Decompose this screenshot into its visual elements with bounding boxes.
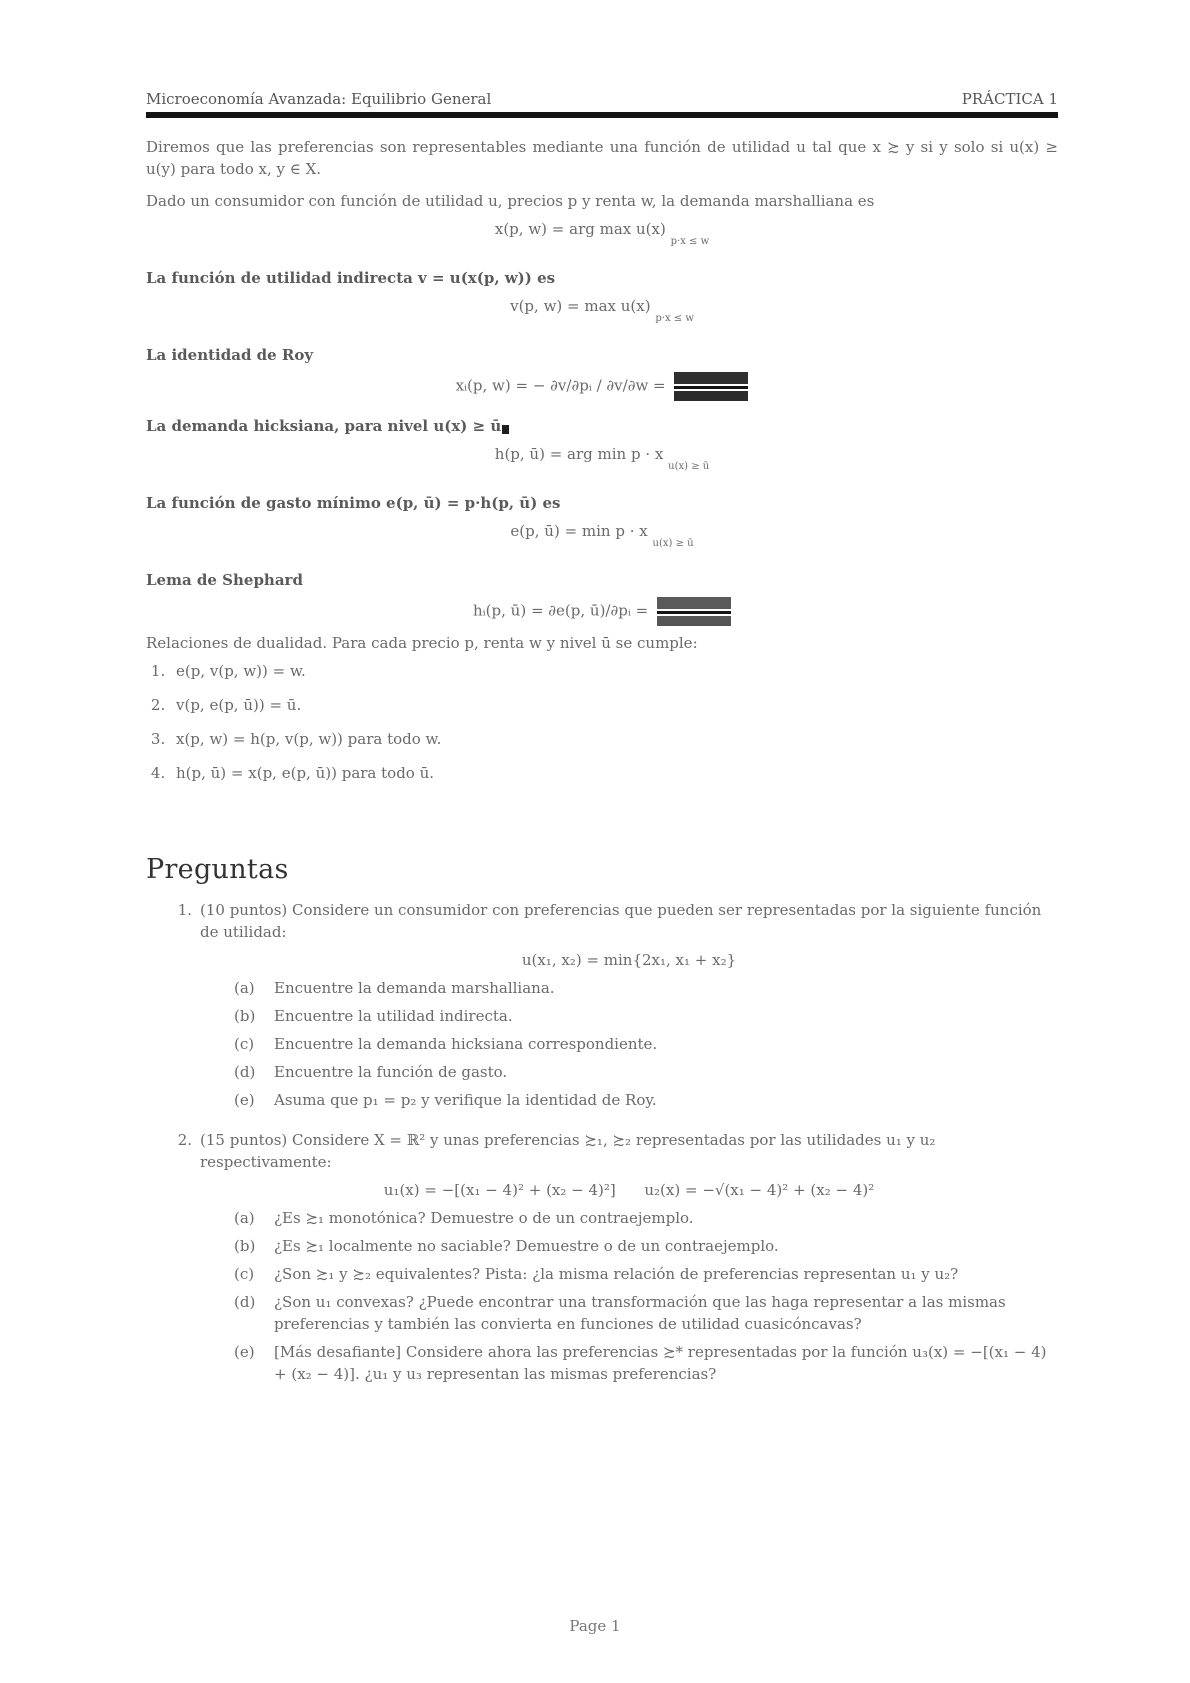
label-hicksian-demand: La demanda hicksiana, para nivel u(x) ≥ ū: [146, 415, 1058, 437]
intro-paragraph-2: Dado un consumidor con función de utilidad u, precios p y renta w, la demanda marshalliana es: [146, 192, 875, 210]
label-roy-identity: La identidad de Roy: [146, 346, 314, 364]
question-part: (e) [Más desafiante] Considere ahora las preferencias ≿* representadas por la función u₃(x) = −[(x₁ − 4) + (x₂ − 4)]. ¿u₁ y u₃ representan las mismas preferencias?: [234, 1343, 1047, 1383]
equation-expenditure-function: e(p, ū) = min p · x u(x) ≥ ū: [510, 522, 694, 549]
equation-roy-identity: xᵢ(p, w) = − ∂v/∂pᵢ / ∂v/∂w =: [146, 372, 1058, 401]
question-parts: [234, 1207, 1058, 1385]
label-expenditure-function: La función de gasto mínimo e(p, ū) = p·h(p, ū) es: [146, 494, 561, 512]
question-1: [146, 899, 1058, 1117]
duality-intro: Relaciones de dualidad. Para cada precio p, renta w y nivel ū se cumple:: [146, 634, 698, 652]
duality-item: 2. v(p, e(p, ū)) = ū.: [170, 694, 1058, 716]
question-number: 2.: [177, 1131, 192, 1149]
shephard-fraction: [657, 597, 731, 626]
question-part: (e) Asuma que p₁ = p₂ y verifique la identidad de Roy.: [234, 1091, 657, 1109]
equation-shephard-lemma: hᵢ(p, ū) = ∂e(p, ū)/∂pᵢ =: [146, 597, 1058, 626]
section-title: Preguntas: [146, 854, 289, 885]
question-part: (a) Encuentre la demanda marshalliana.: [234, 979, 555, 997]
question-text: (10 puntos) Considere un consumidor con preferencias que pueden ser representadas por la siguiente función de utilidad:: [200, 901, 1042, 941]
question-part: (a) ¿Es ≿₁ monotónica? Demuestre o de un contraejemplo.: [234, 1209, 694, 1227]
question-part: (d) ¿Son u₁ convexas? ¿Puede encontrar una transformación que las haga representar a las mismas preferencias y también las convierta en funciones de utilidad cuasicóncavas?: [234, 1293, 1006, 1333]
header-title: Microeconomía Avanzada: Equilibrio General: [146, 90, 492, 108]
question-equation: u(x₁, x₂) = min{2x₁, x₁ + x₂}: [521, 951, 737, 969]
document-page: [146, 90, 1058, 1650]
label-indirect-utility: La función de utilidad indirecta v = u(x(p, w)) es: [146, 269, 556, 287]
question-part: (b) Encuentre la utilidad indirecta.: [234, 1007, 513, 1025]
header-label: PRÁCTICA 1: [961, 90, 1058, 108]
question-parts: [234, 977, 1058, 1111]
equation-hicksian-demand: h(p, ū) = arg min p · x u(x) ≥ ū: [494, 445, 710, 472]
duality-item: 1. e(p, v(p, w)) = w.: [170, 660, 1058, 682]
page-number: Page 1: [569, 1617, 621, 1635]
question-part: (d) Encuentre la función de gasto.: [234, 1063, 508, 1081]
question-part: (b) ¿Es ≿₁ localmente no saciable? Demuestre o de un contraejemplo.: [234, 1237, 779, 1255]
label-shephard-lemma: Lema de Shephard: [146, 571, 303, 589]
question-part: (c) Encuentre la demanda hicksiana correspondiente.: [234, 1035, 658, 1053]
question-2: [146, 1129, 1058, 1391]
duality-item: 3. x(p, w) = h(p, v(p, w)) para todo w.: [170, 728, 1058, 750]
equation-marshallian: x(p, w) = arg max u(x) p·x ≤ w: [494, 220, 710, 247]
duality-item: 4. h(p, ū) = x(p, e(p, ū)) para todo ū.: [170, 762, 1058, 784]
question-equation: u₁(x) = −[(x₁ − 4)² + (x₂ − 4)²] u₂(x) = −√(x₁ − 4)² + (x₂ − 4)²: [383, 1181, 875, 1199]
question-text: (15 puntos) Considere X = ℝ² y unas preferencias ≿₁, ≿₂ representadas por las utilidades u₁ y u₂ respectivamente:: [200, 1131, 936, 1171]
roy-fraction: [674, 372, 748, 401]
equation-indirect-utility: v(p, w) = max u(x) p·x ≤ w: [510, 297, 694, 324]
duality-list: [146, 660, 1058, 784]
page-header: [146, 90, 1058, 118]
question-part: (c) ¿Son ≿₁ y ≿₂ equivalentes? Pista: ¿la misma relación de preferencias representan u₁ y u₂?: [234, 1265, 959, 1283]
question-number: 1.: [177, 901, 192, 919]
intro-paragraph-1: Diremos que las preferencias son representables mediante una función de utilidad u tal que x ≿ y si y solo si u(x) ≥ u(y) para todo x, y ∈ X.: [146, 138, 1058, 178]
